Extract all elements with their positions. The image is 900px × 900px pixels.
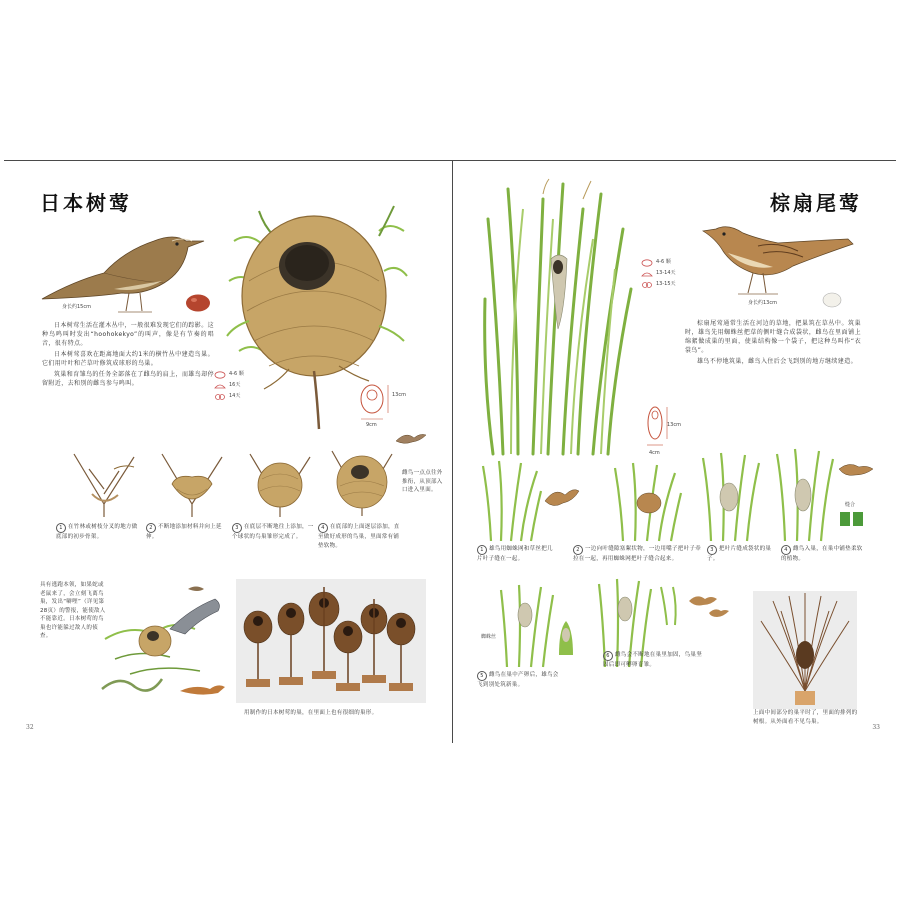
side-note: 雌鸟一点点往外推衔，从顶部入口进入里面。 — [402, 470, 443, 493]
step-number: 4 — [318, 523, 328, 533]
predator-scene-illustration — [100, 579, 230, 699]
legend-incubation: 13-14天 — [656, 269, 676, 276]
paragraph: 雄鸟不停地筑巢，雌鸟入住后会飞到别的地方继续建造。 — [697, 358, 858, 365]
egg-count-icon — [214, 371, 226, 379]
egg-icon — [184, 293, 212, 313]
legend-egg-count: 4-6 颗 — [229, 370, 244, 377]
grass-step-4-illustration — [775, 449, 835, 541]
legend-incubation: 16天 — [229, 381, 241, 388]
grass-step-3-illustration — [701, 453, 763, 541]
book-spread — [4, 160, 896, 743]
label-spider: 蜘蛛丝 — [481, 634, 497, 640]
step-number: 3 — [232, 523, 242, 533]
paragraph: 筑巢和育雏鸟的任务全部落在了雌鸟的肩上，而雄鸟却停留附近，去和别的雌鸟参与鸣叫。 — [42, 371, 215, 387]
grass-step-5-illustration — [497, 585, 557, 667]
left-page — [4, 161, 452, 743]
nest-legend — [641, 257, 676, 290]
page-number: 33 — [872, 724, 880, 731]
step-caption-3 — [707, 545, 777, 564]
paragraph: 日本树莺喜欢在距离地面大约1米的横竹丛中建造鸟巢。它们用叶叶和芒草叶修筑成球形的鸟巢。 — [42, 351, 214, 367]
nest-dimension-diagram — [354, 379, 404, 429]
fledging-icon — [641, 281, 653, 289]
step-number: 1 — [477, 545, 487, 555]
stitch-detail-icon — [839, 511, 865, 527]
egg-icon — [821, 291, 843, 309]
nest-width-label: 9cm — [366, 422, 377, 428]
nest-step-2-illustration — [152, 449, 232, 519]
legend-egg-count: 4-6 颗 — [656, 258, 671, 265]
step-caption-4 — [318, 523, 404, 550]
bird-size-label: 身长约15cm — [62, 304, 91, 310]
step-number: 2 — [573, 545, 583, 555]
step-text: 雌鸟入巢，在巢中铺垫柔软的植物。 — [781, 546, 863, 562]
grass-nest-illustration — [483, 179, 633, 454]
grass-and-birds-illustration — [659, 585, 729, 625]
step-text: 雌鸟会不断地在巢里加固，鸟巢坚固后即可孵卵育雏。 — [603, 652, 703, 668]
step-caption-4 — [781, 545, 867, 564]
photo-caption: 上面中间部分的巢平时了，里面的排列的树根。从外面看不见鸟巢。 — [753, 710, 858, 725]
paragraph: 棕扇尾莺通常生活在河边的草地，把巢筑在草丛中。筑巢时，雄鸟先用蜘蛛丝把草的侧叶缝合成袋状，雌鸟在里面铺上绵絮做成巢的里面，使巢结构像一个袋子，把这种鸟叫作“衣裳鸟”。 — [685, 320, 861, 354]
step-text: 不断地添加材料并向上延伸。 — [146, 524, 222, 540]
predator-note: 具有逃跑本领，如果蛇或老鼠来了，会立刻飞离鸟巢，发出“噼哩”（详见第28页）的警报，能使敌人不能靠近。日本树莺的鸟巢也许能躲过敌人的侦查。 — [40, 582, 106, 639]
nest-height-label: 13cm — [392, 392, 406, 398]
step-caption-5 — [477, 671, 559, 690]
nest-step-3-illustration — [240, 449, 320, 519]
step-text: 雄鸟用蜘蛛网和草丝把几片叶子缝在一起。 — [477, 546, 553, 562]
left-page-title: 日本树莺 — [40, 191, 132, 215]
perched-bird-illustration — [835, 457, 875, 483]
bird-size-label: 身长约13cm — [748, 300, 777, 306]
step-caption-1 — [477, 545, 557, 564]
right-body-text — [685, 319, 861, 366]
page-number: 32 — [26, 724, 34, 731]
step-number: 4 — [781, 545, 791, 555]
nest-cross-section-icon — [557, 619, 575, 655]
step-text: 在底层不断地往上添加，一个球状的鸟巢雏形完成了。 — [232, 524, 314, 540]
nest-models-photo — [236, 579, 426, 703]
right-page-title: 棕扇尾莺 — [770, 191, 862, 215]
step-text: 一边向叶缝隙塞絮状物，一边用嘴子把叶子牵拉在一起，再用蜘蛛网把叶子缝合起来。 — [573, 546, 702, 562]
nest-legend — [214, 369, 244, 402]
flying-bird-illustration — [541, 483, 581, 513]
step-text: 把叶片缝成袋状的巢子。 — [707, 546, 772, 562]
step-number: 6 — [603, 651, 613, 661]
fledging-icon — [214, 393, 226, 401]
grass-step-2-illustration — [613, 463, 683, 541]
step-number: 3 — [707, 545, 717, 555]
flying-bird-illustration — [394, 429, 428, 447]
step-text: 雌鸟在巢中产卵后，雄鸟会飞到别处筑新巢。 — [477, 672, 559, 688]
legend-fledging: 14天 — [229, 392, 241, 399]
left-body-text — [42, 321, 214, 388]
legend-fledging: 13-15天 — [656, 280, 676, 287]
step-caption-2 — [573, 545, 703, 564]
nest-width-label: 4cm — [649, 450, 660, 456]
legend-row — [641, 279, 676, 290]
step-caption-6 — [603, 651, 703, 670]
incubation-icon — [641, 270, 653, 278]
photo-caption: 用制作的日本树莺的巢，在里面上也有很细的巢形。 — [244, 710, 378, 716]
step-caption-1 — [56, 523, 142, 542]
nest-step-4-illustration — [322, 446, 402, 518]
step-caption-2 — [146, 523, 228, 542]
right-page — [453, 161, 896, 743]
grass-step-1-illustration — [481, 461, 541, 541]
step-number: 1 — [56, 523, 66, 533]
egg-count-icon — [641, 259, 653, 267]
grass-nest-photo — [753, 591, 857, 709]
legend-row — [214, 391, 244, 402]
step-caption-3 — [232, 523, 314, 542]
step-text: 在竹林或树枝分叉的地方做底部的初步骨架。 — [56, 524, 138, 540]
nest-step-1-illustration — [64, 449, 144, 519]
japanese-bush-warbler-illustration — [34, 211, 209, 321]
legend-row — [641, 268, 676, 279]
nest-models-illustration — [236, 579, 426, 703]
legend-row — [214, 380, 244, 391]
nest-height-label: 13cm — [667, 422, 681, 428]
paragraph: 日本树莺生活在灌木丛中，一般很难发现它们的踪影。这种鸟鸣叫时发出“hoohokekyo”的叫声，像是有节奏的唱音，很有特点。 — [42, 322, 215, 347]
legend-row — [641, 257, 676, 268]
grass-nest-model-illustration — [753, 591, 857, 709]
step-number: 2 — [146, 523, 156, 533]
incubation-icon — [214, 382, 226, 390]
step-text: 在底部的上面逐层添加，直至做好成形的鸟巢，里面常有铺垫软物。 — [318, 524, 400, 549]
label-stitch: 缝合 — [845, 502, 856, 508]
step-number: 5 — [477, 671, 487, 681]
legend-row — [214, 369, 244, 380]
